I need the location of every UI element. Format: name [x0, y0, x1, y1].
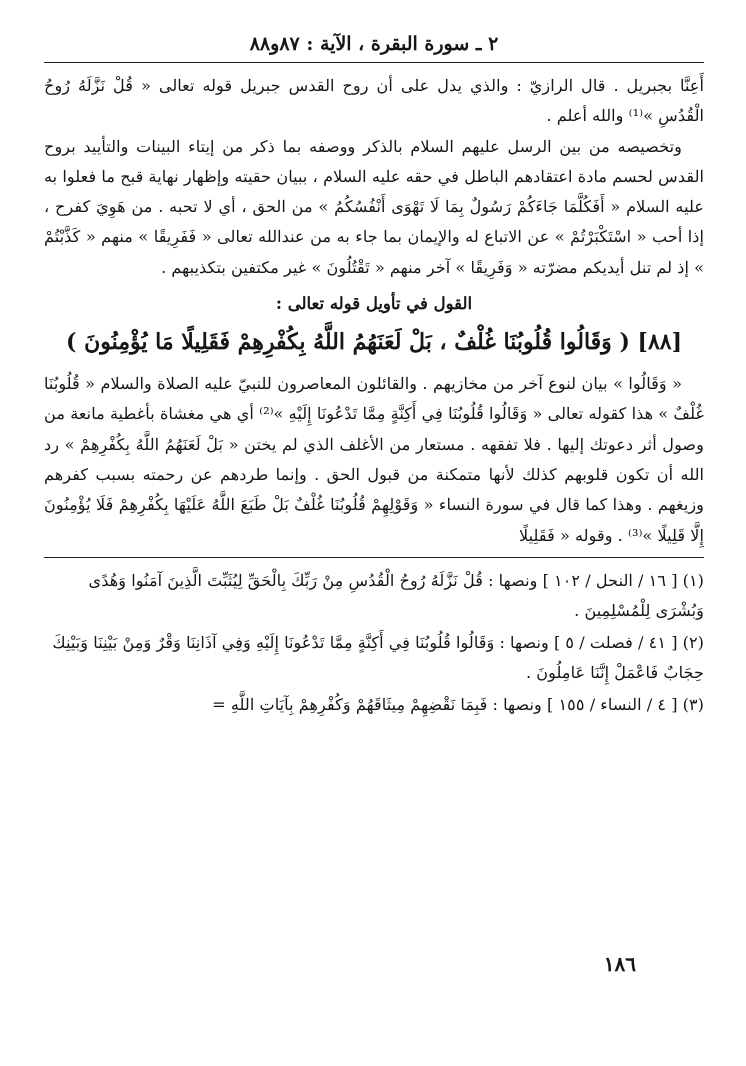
running-header: ٢ ـ سورة البقرة ، الآية : ٨٧و٨٨: [249, 33, 499, 55]
footnote-rule: [44, 557, 704, 558]
page-number: ١٨٦: [603, 952, 636, 976]
footnote-1: (١) [ ١٦ / النحل / ١٠٢ ] ونصها : قُلْ نَزَّلَهُ رُوحُ الْقُدُسِ مِنْ رَبِّكَ بِالْحَقِّ لِيُثَبِّتَ الَّذِينَ آمَنُوا وَهُدًى وَبُشْرَى لِلْمُسْلِمِينَ .: [88, 570, 704, 620]
paragraph-3: « وَقَالُوا » بيان لنوع آخر من مخازيهم . والقائلون المعاصرون للنبيّ عليه الصلاة والسلام « قُلُوبُنَا غُلْفٌ » هذا كقوله تعالى « وَقَالُوا قُلُوبُنَا فِي أَكِنَّةٍ مِمَّا تَدْعُونَا إِلَيْهِ »⁽²⁾ أي هي مغشاة بأغطية مانعة من وصول أثر دعوتك إليها . فلا تفقهه . مستعار من الأغلف الذي لم يختن « بَلْ لَعَنَهُمُ اللَّهُ بِكُفْرِهِمْ » رد الله أن تكون قلوبهم كذلك لأنها متمكنة من قبول الحق . وإنما طردهم عن رحمته بسبب كفرهم وزيغهم . وهذا كما قال في سورة النساء « وَقَوْلِهِمْ قُلُوبُنَا غُلْفٌ بَلْ طَبَعَ اللَّهُ عَلَيْهَا بِكُفْرِهِمْ فَلَا يُؤْمِنُونَ إِلَّا قَلِيلًا »⁽³⁾ . وقوله « فَقَلِيلًا: [44, 374, 704, 545]
paragraph-1: أَعِنَّا بجبريل . قال الرازيّ : والذي يدل على أن روح القدس جبريل قوله تعالى « قُلْ نَزَّلَهُ رُوحُ الْقُدُسِ »⁽¹⁾ والله أعلم .: [44, 76, 704, 126]
section-title: القول في تأويل قوله تعالى :: [275, 294, 473, 314]
paragraph-2: وتخصيصه من بين الرسل عليهم السلام بالذكر ووصفه بما ذكر من إيتاء البينات والتأييد بروح القدس لحسم مادة اعتقادهم الباطل في حقه عليه السلام ، ببيان حقيته وإظهار نهاية قبح ما فعلوا به عليه السلام « أَفَكُلَّمَا جَاءَكُمْ رَسُولٌ بِمَا لَا تَهْوَى أَنْفُسُكُمُ » من الحق ، أي لا تحبه . من هَوِيَ كفرح ، إذا أحب « اسْتَكْبَرْتُمْ » عن الاتباع له والإيمان بما جاء به من عندالله تعالى « فَفَرِيقًا » منهم « كَذَّبْتُمْ » إذ لم تنل أيديكم مضرّته « وَفَرِيقًا » آخر منهم « تَقْتُلُونَ » غير مكتفين بتكذيبهم .: [44, 136, 704, 277]
footnote-3: (٣) [ ٤ / النساء / ١٥٥ ] ونصها : فَبِمَا نَقْضِهِمْ مِيثَاقَهُمْ وَكُفْرِهِمْ بِآيَاتِ اللَّهِ =: [212, 694, 704, 714]
book-page: [44, 30, 704, 1040]
header-rule: [44, 62, 704, 63]
main-text: [44, 71, 704, 551]
verse-88: [٨٨] ( وَقَالُوا قُلُوبُنَا غُلْفٌ ، بَلْ لَعَنَهُمُ اللَّهُ بِكُفْرِهِمْ فَقَلِيلًا مَا يُؤْمِنُونَ ): [66, 329, 682, 356]
footnote-2: (٢) [ ٤١ / فصلت / ٥ ] ونصها : وَقَالُوا قُلُوبُنَا فِي أَكِنَّةٍ مِمَّا تَدْعُونَا إِلَيْهِ وَفِي آذَانِنَا وَقْرٌ وَمِنْ بَيْنِنَا وَبَيْنِكَ حِجَابٌ فَاعْمَلْ إِنَّنَا عَامِلُونَ .: [52, 632, 704, 682]
footnotes: [44, 566, 704, 720]
